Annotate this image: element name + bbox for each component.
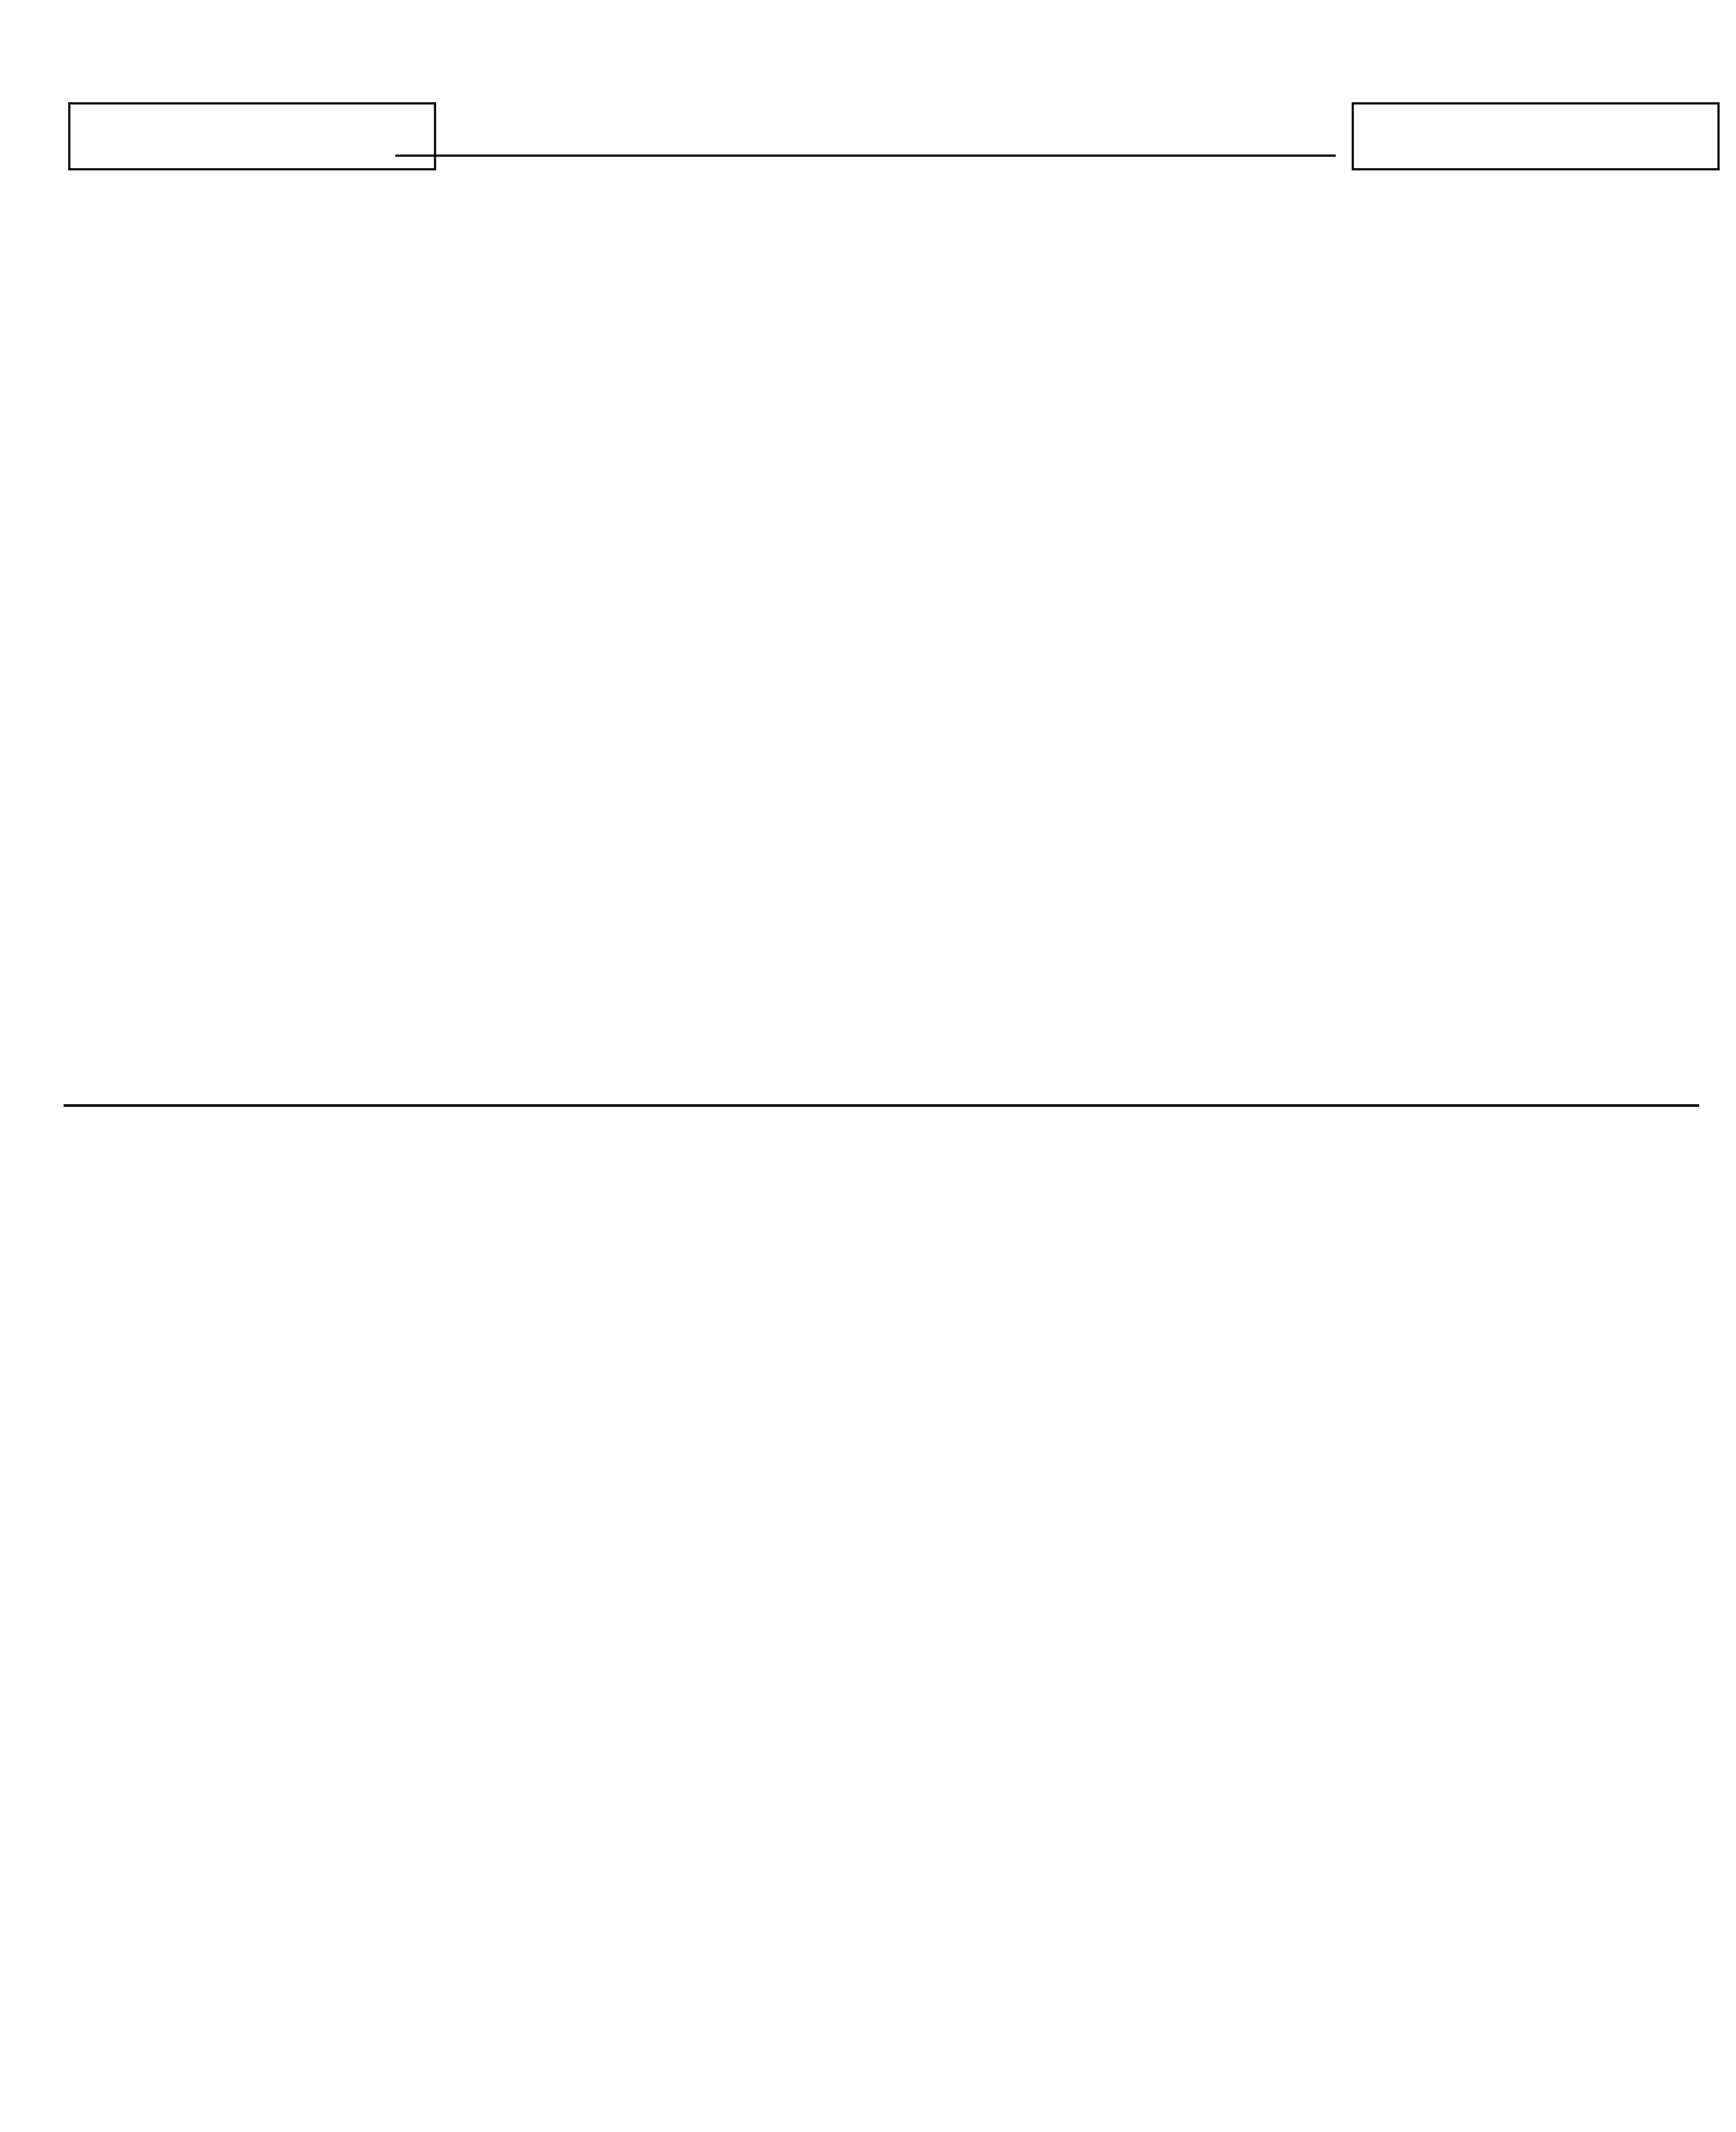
weather-report-right [1352,102,1720,170]
weather-report-left [68,102,436,170]
section-divider [64,1104,1699,1107]
page-title [395,89,1336,161]
title-rule [395,154,1336,157]
